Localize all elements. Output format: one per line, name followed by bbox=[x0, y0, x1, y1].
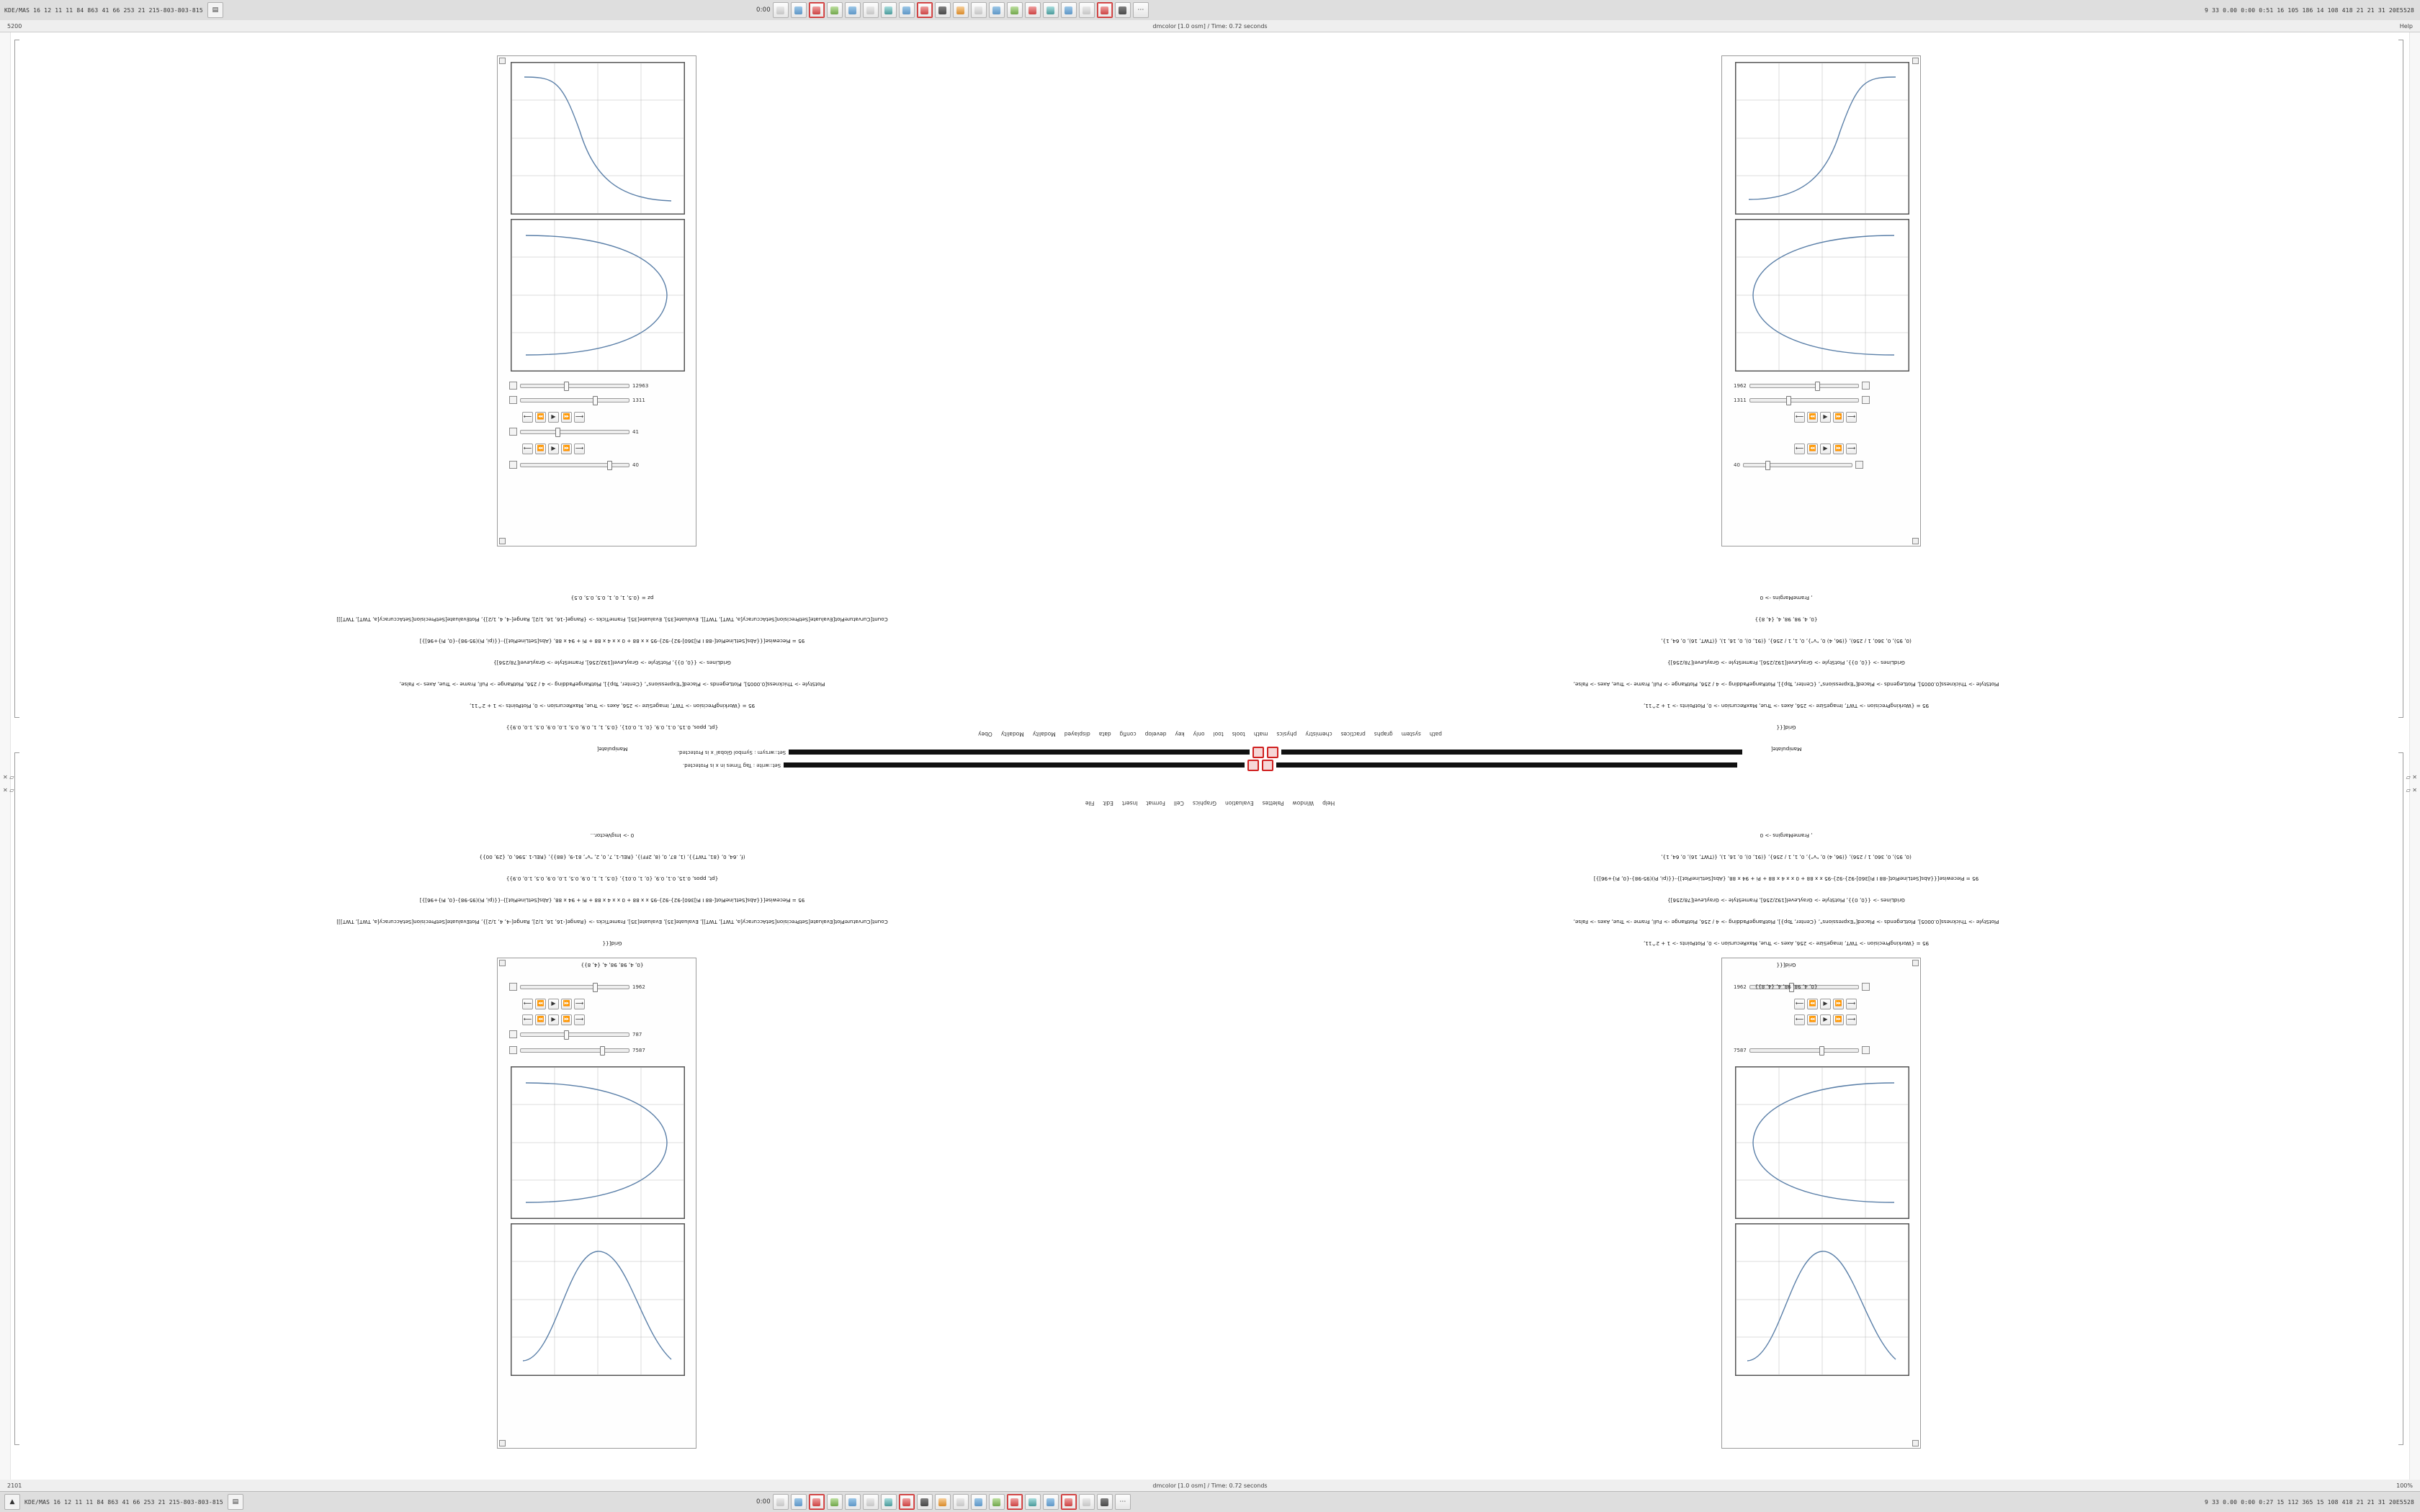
bottom-taskbar-right bbox=[2205, 1499, 2414, 1506]
launcher-icon-5[interactable] bbox=[845, 2, 861, 18]
strip-right-label: Help bbox=[2399, 22, 2413, 30]
play-icon-b2[interactable]: ▶ bbox=[548, 1014, 559, 1025]
slider-b1[interactable] bbox=[520, 985, 629, 989]
menu-item-s12[interactable]: develop bbox=[1144, 731, 1167, 737]
gutter-marker-2[interactable]: ✕ ▱ bbox=[3, 787, 14, 793]
rewind-icon-br2[interactable]: ⏪ bbox=[1807, 1014, 1818, 1025]
menu-item-s6[interactable]: physics bbox=[1276, 731, 1297, 737]
menu-item-s2[interactable]: system bbox=[1401, 731, 1421, 737]
b-launcher-icon-1[interactable] bbox=[773, 1494, 789, 1510]
panel-resize-grip-2[interactable] bbox=[1912, 58, 1919, 64]
code-block-upper-left[interactable] bbox=[115, 580, 1109, 767]
b-launcher-icon-2[interactable] bbox=[791, 1494, 807, 1510]
fast-forward-icon-r[interactable]: ⏩ bbox=[1833, 412, 1844, 423]
slider-row-2-r[interactable] bbox=[1734, 396, 1870, 404]
slider-4-handle-icon-r[interactable] bbox=[1855, 461, 1863, 469]
system-tray-readout: 9 33 0.00 0:00 0:51 16 105 186 14 108 418 21 21 31 20E5528 bbox=[2205, 6, 2414, 14]
b-launcher-icon-3[interactable] bbox=[809, 1494, 825, 1510]
play-icon-br1[interactable]: ▶ bbox=[1820, 999, 1831, 1009]
fast-forward-icon[interactable]: ⏩ bbox=[561, 412, 572, 423]
fast-forward-icon-br1[interactable]: ⏩ bbox=[1833, 999, 1844, 1009]
fast-forward-icon-br2[interactable]: ⏩ bbox=[1833, 1014, 1844, 1025]
launcher-icon-19[interactable] bbox=[1097, 2, 1113, 18]
menu-item-cell[interactable]: Cell bbox=[1173, 800, 1184, 806]
slider-row-b1[interactable] bbox=[509, 983, 645, 991]
slider-3-handle-icon[interactable] bbox=[509, 428, 517, 436]
code-r-line-2: Grid[{{ bbox=[1776, 724, 1796, 731]
b-launcher-icon-15[interactable] bbox=[1025, 1494, 1041, 1510]
b-launcher-icon-10[interactable] bbox=[935, 1494, 951, 1510]
top-taskbar[interactable] bbox=[0, 0, 2420, 21]
top-taskbar-right bbox=[2205, 7, 2414, 14]
error-1-obscured-bar-2 bbox=[789, 750, 1250, 755]
code-block-lower-right[interactable] bbox=[1289, 817, 2283, 1004]
slider-b4[interactable] bbox=[520, 1048, 629, 1053]
slider-b1-value: 1962 bbox=[632, 984, 645, 990]
code-l2-line-7: 0 -> ImgVector... bbox=[590, 832, 635, 839]
rewind-icon-br1[interactable]: ⏪ bbox=[1807, 999, 1818, 1009]
notebook-canvas[interactable] bbox=[0, 32, 2420, 1480]
plot-dome-bottom bbox=[511, 219, 685, 372]
bottom-taskbar-left bbox=[0, 1494, 243, 1510]
slider-b3[interactable] bbox=[520, 1032, 629, 1037]
menu-item-s18[interactable]: Obey bbox=[978, 731, 992, 737]
slider-1[interactable] bbox=[520, 384, 629, 388]
slider-4-value-r: 40 bbox=[1734, 462, 1740, 468]
status-title: dmcolor [1.0 osm] / Time: 0.72 seconds bbox=[1152, 1482, 1268, 1489]
menu-item-s17[interactable]: Modality bbox=[1000, 731, 1024, 737]
launcher-icon-13[interactable] bbox=[989, 2, 1005, 18]
b-launcher-icon-12[interactable] bbox=[971, 1494, 987, 1510]
error-2-text: Set::write : Tag Times in x is Protected. bbox=[682, 762, 781, 768]
launcher-icon-3[interactable] bbox=[809, 2, 825, 18]
menu-item-s13[interactable]: config bbox=[1119, 731, 1137, 737]
plot-dome-b bbox=[511, 1066, 685, 1219]
menu-item-help[interactable]: Help bbox=[1322, 800, 1335, 806]
slider-row-1-r[interactable] bbox=[1734, 382, 1870, 390]
b-launcher-overflow-icon[interactable]: ⋯ bbox=[1115, 1494, 1131, 1510]
error-1-badge-b[interactable] bbox=[1252, 747, 1264, 758]
error-1-text: Set::wrsym : Symbol Global`x is Protected. bbox=[677, 750, 786, 755]
cell-bracket-bottom-right[interactable] bbox=[2398, 752, 2403, 1445]
launcher-icon-16[interactable] bbox=[1043, 2, 1059, 18]
menu-item-s16[interactable]: Modality bbox=[1032, 731, 1056, 737]
panel-resize-grip-3b[interactable] bbox=[499, 1440, 506, 1446]
slider-2-value: 1311 bbox=[632, 397, 645, 403]
b-launcher-icon-18[interactable] bbox=[1079, 1494, 1095, 1510]
step-forward-icon-br2[interactable]: ⟶ bbox=[1846, 1014, 1857, 1025]
panel-resize-grip-2b[interactable] bbox=[1912, 538, 1919, 544]
code-r2-line-5: GridLines -> {{0, 0}}, PlotStyle -> GrayLevel[192/256], FrameStyle -> GrayLevel[78/256]} bbox=[1667, 897, 1905, 904]
b-launcher-icon-9[interactable] bbox=[917, 1494, 933, 1510]
slider-b4-handle-icon[interactable] bbox=[509, 1046, 517, 1054]
step-back-icon-b1[interactable]: ⟵ bbox=[522, 999, 533, 1009]
menu-item-file[interactable]: File bbox=[1085, 800, 1095, 806]
slider-row-br4[interactable] bbox=[1734, 1046, 1870, 1054]
plot-dome-bottom-2 bbox=[1735, 219, 1909, 372]
manipulate-panel-bottom-right[interactable] bbox=[1721, 958, 1921, 1449]
menu-item-palettes[interactable]: Palettes bbox=[1262, 800, 1284, 806]
launcher-icon-17[interactable] bbox=[1061, 2, 1077, 18]
code-r2-line-7: (0, 95), 0, 360, 1 / 256), {(96, 4) 0, "v"}, 0, 1, 1 / 256}, {(91, 0), 0, 16, 1), {(TWT, 16), 0, 64, 1}, bbox=[1661, 854, 1912, 860]
play-icon-2[interactable]: ▶ bbox=[548, 444, 559, 454]
launcher-icon-20[interactable] bbox=[1115, 2, 1131, 18]
clock-label: 0:00 bbox=[756, 6, 771, 14]
launcher-icon-2[interactable] bbox=[791, 2, 807, 18]
plot-bell-b bbox=[511, 1223, 685, 1376]
play-icon-br2[interactable]: ▶ bbox=[1820, 1014, 1831, 1025]
step-back-icon-b2[interactable]: ⟵ bbox=[522, 1014, 533, 1025]
gutter-marker-3[interactable]: ▱ ✕ bbox=[2406, 774, 2417, 780]
code-line-7: Count[CurvaturePlot[Evaluate[SetPrecision[SetAccuracy[a, TWT], TWT]], Evaluate[35], Evaluate[35], FrameTicks -> {Range[-16, 16, 1/2], Range[-4, 4, 1/2]}, PlotEvaluate[SetPrecision[SetAccuracy[a, TWT], TWT]]] bbox=[336, 616, 888, 623]
play-icon[interactable]: ▶ bbox=[548, 412, 559, 423]
menu-item-s15[interactable]: displayed bbox=[1064, 731, 1090, 737]
bottom-taskbar[interactable] bbox=[0, 1491, 2420, 1512]
menu-item-s1[interactable]: path bbox=[1429, 731, 1442, 737]
slider-br4-handle-icon[interactable] bbox=[1862, 1046, 1870, 1054]
b-launcher-icon-8[interactable] bbox=[899, 1494, 915, 1510]
slider-row-4-r[interactable] bbox=[1734, 461, 1863, 469]
window-title: dmcolor [1.0 osm] / Time: 0.72 seconds bbox=[1152, 22, 1268, 30]
notebook-menubar[interactable] bbox=[0, 800, 2420, 806]
gutter-marker-4[interactable]: ▱ ✕ bbox=[2406, 787, 2417, 793]
launcher-icon-18[interactable] bbox=[1079, 2, 1095, 18]
code-l2-line-1: {0, 4, 98, 98, 4, {4, 8}} bbox=[581, 962, 644, 968]
slider-row-4[interactable] bbox=[509, 461, 639, 469]
step-back-icon-r2[interactable]: ⟵ bbox=[1794, 444, 1805, 454]
slider-1-value: 12963 bbox=[632, 382, 649, 389]
launcher-icon-15[interactable] bbox=[1025, 2, 1041, 18]
play-icon-r2[interactable]: ▶ bbox=[1820, 444, 1831, 454]
cell-bracket-top-right[interactable] bbox=[2398, 40, 2403, 718]
launcher-icon-10[interactable] bbox=[935, 2, 951, 18]
launcher-icon-6[interactable] bbox=[863, 2, 879, 18]
code-line-5: GridLines -> {{0, 0}}, PlotStyle -> GrayLevel[192/256], FrameStyle -> GrayLevel[78/256]} bbox=[493, 660, 731, 666]
code-r-line-5: GridLines -> {{0, 0}}, PlotStyle -> GrayLevel[192/256], FrameStyle -> GrayLevel[78/256]} bbox=[1667, 660, 1905, 666]
code-r2-line-8: , FrameMargins -> 0 bbox=[1760, 832, 1813, 839]
slider-3[interactable] bbox=[520, 430, 629, 434]
menu-item-window[interactable]: Window bbox=[1292, 800, 1314, 806]
bottom-clock-label: 0:00 bbox=[756, 1498, 771, 1506]
code-l2-line-4: 95 = Piecewise[{{Abs[SetLinePlot[-88 I Pi]360]-92}-92}-95 x x 88 + 0 x x 4 x 88 + Pi + 94 x 88, {Abs[SetLinePlot]}-{{(pi, Pi)(95-98}-{0, Pi}+96]}] bbox=[419, 897, 805, 904]
cell-bracket-top-left[interactable] bbox=[14, 40, 19, 718]
menu-item-insert[interactable]: Insert bbox=[1121, 800, 1138, 806]
bottom-system-readout: KDE/MAS 16 12 11 11 84 863 41 66 253 21 215-803-803-815 bbox=[24, 1498, 223, 1506]
step-forward-icon-br1[interactable]: ⟶ bbox=[1846, 999, 1857, 1009]
b-launcher-icon-16[interactable] bbox=[1043, 1494, 1059, 1510]
bottom-tray-readout: 9 33 0.00 0:00 0:27 15 112 365 15 108 418 21 21 31 20E5528 bbox=[2205, 1498, 2414, 1506]
code-r2-line-3: 95 = {WorkingPrecision -> TWT, ImageSize -> 256, Axes -> True, MaxRecursion -> 0, PlotPoints -> 1 + 2^11, bbox=[1643, 940, 1930, 947]
error-message-2[interactable] bbox=[0, 760, 2420, 771]
code-block-lower-left[interactable] bbox=[115, 817, 1109, 983]
step-forward-icon-2[interactable]: ⟶ bbox=[574, 444, 585, 454]
slider-b4-value: 7587 bbox=[632, 1047, 645, 1053]
slider-row-2[interactable] bbox=[509, 396, 645, 404]
play-icon-r[interactable]: ▶ bbox=[1820, 412, 1831, 423]
fast-forward-icon-r2[interactable]: ⏩ bbox=[1833, 444, 1844, 454]
animator-controls-1[interactable] bbox=[522, 412, 585, 423]
menu-item-graphics[interactable]: Graphics bbox=[1192, 800, 1217, 806]
slider-4[interactable] bbox=[520, 463, 629, 467]
cell-bracket-bottom-left[interactable] bbox=[14, 752, 19, 1445]
manipulate-panel-top-left[interactable] bbox=[497, 55, 696, 546]
b-launcher-icon-13[interactable] bbox=[989, 1494, 1005, 1510]
top-taskbar-left bbox=[0, 2, 223, 18]
code-l2-line-6: (f, .64, 0, {81, TWT}}, (1, 87, 0, (8, 2FF)}, {REL-1, 7, 0, 2, "v", 81-9, {88}}, {REL-1 .596, 0, {29, 00}} bbox=[479, 854, 745, 860]
step-forward-icon-b2[interactable]: ⟶ bbox=[574, 1014, 585, 1025]
animator-controls-br2[interactable] bbox=[1794, 1014, 1857, 1025]
plot-dome-br bbox=[1735, 1066, 1909, 1219]
slider-2-value-r: 1311 bbox=[1734, 397, 1747, 403]
fast-forward-icon-b1[interactable]: ⏩ bbox=[561, 999, 572, 1009]
menu-item-s5[interactable]: chemistry bbox=[1305, 731, 1332, 737]
slider-1-r[interactable] bbox=[1749, 384, 1859, 388]
step-back-icon-r[interactable]: ⟵ bbox=[1794, 412, 1805, 423]
code-r2-line-4: PlotStyle -> Thickness[0.0005], PlotLegends -> Placed["Expressions", {Center, Top}], PlotRangePadding -> 4 / 256, PlotRange -> Full, Frame -> True, Axes -> False, bbox=[1573, 919, 1999, 925]
b-launcher-icon-5[interactable] bbox=[845, 1494, 861, 1510]
launcher-overflow-icon[interactable]: ⋯ bbox=[1133, 2, 1149, 18]
system-monitor-readout: KDE/MAS 16 12 11 11 84 863 41 66 253 21 215-803-803-815 bbox=[4, 6, 203, 14]
menu-item-s14[interactable]: data bbox=[1098, 731, 1111, 737]
error-1-badge-a[interactable] bbox=[1267, 747, 1278, 758]
code-line-3: 95 = {WorkingPrecision -> TWT, ImageSize -> 256, Axes -> True, MaxRecursion -> 0, PlotPoints -> 1 + 2^11, bbox=[469, 703, 756, 709]
step-forward-icon-r2[interactable]: ⟶ bbox=[1846, 444, 1857, 454]
slider-1-handle-icon-r[interactable] bbox=[1862, 382, 1870, 390]
top-taskbar-launchers[interactable] bbox=[756, 2, 1149, 18]
slider-row-b4[interactable] bbox=[509, 1046, 645, 1054]
slider-row-b3[interactable] bbox=[509, 1030, 642, 1038]
animator-controls-2[interactable] bbox=[522, 444, 585, 454]
launcher-icon-12[interactable] bbox=[971, 2, 987, 18]
notebook-menubar-mirrored[interactable] bbox=[0, 731, 2420, 737]
fast-forward-icon-b2[interactable]: ⏩ bbox=[561, 1014, 572, 1025]
plot-bell-br bbox=[1735, 1223, 1909, 1376]
slider-br1-value: 1962 bbox=[1734, 984, 1747, 990]
code-line-6: 95 = Piecewise[{{Abs[SetLinePlot[-88 I Pi]360]-92}-92}-95 x x 88 + 0 x x 4 x 88 + Pi + 94 x 88, {Abs[SetLinePlot]}-{{(pi, Pi)(95-98}-{0, Pi}+96]}] bbox=[419, 638, 805, 644]
slider-br4-value: 7587 bbox=[1734, 1047, 1747, 1053]
animator-controls-b2[interactable] bbox=[522, 1014, 585, 1025]
launcher-icon-9[interactable] bbox=[917, 2, 933, 18]
slider-b1-handle-icon[interactable] bbox=[509, 983, 517, 991]
slider-1-value-r: 1962 bbox=[1734, 382, 1747, 389]
slider-1-handle-icon[interactable] bbox=[509, 382, 517, 390]
slider-b3-value: 787 bbox=[632, 1031, 642, 1038]
step-back-icon[interactable]: ⟵ bbox=[522, 412, 533, 423]
slider-4-r[interactable] bbox=[1743, 463, 1852, 467]
rewind-icon-2[interactable]: ⏪ bbox=[535, 444, 546, 454]
show-desktop-icon[interactable]: ▲ bbox=[4, 1494, 20, 1510]
play-icon-b1[interactable]: ▶ bbox=[548, 999, 559, 1009]
strip-left-label: 5200 bbox=[7, 22, 22, 30]
code-l2-line-5: {pt, ppos, 0.15, 0.1, 0.9, {0, 1, 0.01}, {0.5, 1, 1, 0.9, 0.5, 1.0, 0.9, 0.5, 1.0, 0.9}} bbox=[506, 876, 719, 882]
code-l2-line-3: Count[CurvaturePlot[Evaluate[SetPrecision[SetAccuracy[a, TWT], TWT]], Evaluate[35], Evaluate[35], FrameTicks -> {Range[-16, 16, 1/2], Range[-4, 4, 1/2]}, PlotEvaluate[SetPrecision[SetAccuracy[a, TWT], TWT]]] bbox=[336, 919, 888, 925]
rewind-icon-r[interactable]: ⏪ bbox=[1807, 412, 1818, 423]
error-message-1[interactable] bbox=[0, 747, 2420, 758]
animator-controls-2-r[interactable] bbox=[1794, 444, 1857, 454]
bottom-taskbar-launchers[interactable] bbox=[756, 1494, 1131, 1510]
step-back-icon-2[interactable]: ⟵ bbox=[522, 444, 533, 454]
b-launcher-icon-7[interactable] bbox=[881, 1494, 897, 1510]
slider-4-value: 40 bbox=[632, 462, 639, 468]
step-forward-icon[interactable]: ⟶ bbox=[574, 412, 585, 423]
error-1-obscured-bar bbox=[1281, 750, 1742, 755]
code-block-upper-right[interactable] bbox=[1289, 580, 2283, 767]
menu-item-s3[interactable]: graphs bbox=[1373, 731, 1393, 737]
gutter-marker-1[interactable]: ✕ ▱ bbox=[3, 774, 14, 780]
manipulate-panel-top-right[interactable] bbox=[1721, 55, 1921, 546]
error-2-badge-a[interactable] bbox=[1262, 760, 1273, 771]
panel-resize-grip-4b[interactable] bbox=[1912, 1440, 1919, 1446]
slider-3-value: 41 bbox=[632, 428, 639, 435]
code-r-line-4: PlotStyle -> Thickness[0.0005], PlotLegends -> Placed["Expressions", {Center, Top}], PlotRangePadding -> 4 / 256, PlotRange -> Full, Frame -> True, Axes -> False, bbox=[1573, 681, 1999, 688]
menu-item-s7[interactable]: math bbox=[1253, 731, 1268, 737]
slider-2-handle-icon[interactable] bbox=[509, 396, 517, 404]
code-r2-line-6: 95 = Piecewise[{{Abs[SetLinePlot[-88 I Pi]360]-92}-92}-95 x x 88 + 0 x x 4 x 88 + Pi + 94 x 88, {Abs[SetLinePlot]}-{{(pi, Pi)(95-98}-{0, Pi}+96]}] bbox=[1593, 876, 1979, 882]
menu-item-s8[interactable]: tools bbox=[1232, 731, 1245, 737]
launcher-icon-4[interactable] bbox=[827, 2, 843, 18]
code-line-4: PlotStyle -> Thickness[0.0005], PlotLegends -> Placed["Expressions", {Center, Top}], PlotRangePadding -> 4 / 256, PlotRange -> Full, Frame -> True, Axes -> False, bbox=[399, 681, 825, 688]
code-r-line-8: , FrameMargins -> 0 bbox=[1760, 595, 1813, 601]
launcher-icon-14[interactable] bbox=[1007, 2, 1023, 18]
slider-b3-handle-icon[interactable] bbox=[509, 1030, 517, 1038]
b-launcher-icon-14[interactable] bbox=[1007, 1494, 1023, 1510]
launcher-icon-8[interactable] bbox=[899, 2, 915, 18]
bottom-menu-icon[interactable]: ▤ bbox=[228, 1494, 243, 1510]
status-left-label: 2101 bbox=[7, 1482, 22, 1489]
menu-item-s9[interactable]: tool bbox=[1213, 731, 1224, 737]
menu-item-evaluation[interactable]: Evaluation bbox=[1225, 800, 1254, 806]
step-back-icon-br2[interactable]: ⟵ bbox=[1794, 1014, 1805, 1025]
slider-2-handle-icon-r[interactable] bbox=[1862, 396, 1870, 404]
plot-sigmoid-top bbox=[511, 62, 685, 215]
rewind-icon[interactable]: ⏪ bbox=[535, 412, 546, 423]
b-launcher-icon-4[interactable] bbox=[827, 1494, 843, 1510]
animator-controls-b1[interactable] bbox=[522, 999, 585, 1009]
code-line-8: pz = {0.5, 1, 0, 1, 0.5, 0.5, 0.5} bbox=[570, 595, 654, 601]
rewind-icon-r2[interactable]: ⏪ bbox=[1807, 444, 1818, 454]
menu-item-edit[interactable]: Edit bbox=[1103, 800, 1113, 806]
code-r2-line-1: {0, 4, 98, 98, 4, {4, 8}} bbox=[1754, 984, 1818, 990]
panel-resize-grip[interactable] bbox=[499, 58, 506, 64]
manipulate-panel-bottom-left[interactable] bbox=[497, 958, 696, 1449]
animator-controls-1-r[interactable] bbox=[1794, 412, 1857, 423]
slider-row-3[interactable] bbox=[509, 428, 639, 436]
menu-item-s11[interactable]: key bbox=[1175, 731, 1185, 737]
launcher-icon-7[interactable] bbox=[881, 2, 897, 18]
launcher-icon-11[interactable] bbox=[953, 2, 969, 18]
code-line-2: {pt, ppos, 0.15, 0.1, 0.9, {0, 1, 0.01}, {0.5, 1, 1, 0.9, 0.5, 1.0, 0.9, 0.5, 1.0, 0.9}} bbox=[506, 724, 719, 731]
status-right-label: 100% bbox=[2396, 1482, 2413, 1489]
error-2-badge-b[interactable] bbox=[1247, 760, 1259, 771]
code-r2-line-2: Grid[{{ bbox=[1776, 962, 1796, 968]
error-2-obscured-bar bbox=[1276, 763, 1737, 768]
b-launcher-icon-19[interactable] bbox=[1097, 1494, 1113, 1510]
slider-br4[interactable] bbox=[1749, 1048, 1859, 1053]
b-launcher-icon-17[interactable] bbox=[1061, 1494, 1077, 1510]
slider-2[interactable] bbox=[520, 398, 629, 402]
window-title-strip bbox=[0, 20, 2420, 32]
panel-resize-grip-bottom[interactable] bbox=[499, 538, 506, 544]
b-launcher-icon-6[interactable] bbox=[863, 1494, 879, 1510]
step-forward-icon-r[interactable]: ⟶ bbox=[1846, 412, 1857, 423]
b-launcher-icon-11[interactable] bbox=[953, 1494, 969, 1510]
code-r-line-7: {0, 4, 98, 98, 4, {4, 8}} bbox=[1754, 616, 1818, 623]
menu-icon[interactable]: ▤ bbox=[207, 2, 223, 18]
code-r-line-3: 95 = {WorkingPrecision -> TWT, ImageSize -> 256, Axes -> True, MaxRecursion -> 0, PlotPoints -> 1 + 2^11, bbox=[1643, 703, 1930, 709]
rewind-icon-b2[interactable]: ⏪ bbox=[535, 1014, 546, 1025]
menubar-main[interactable] bbox=[0, 800, 2420, 806]
step-forward-icon-b1[interactable]: ⟶ bbox=[574, 999, 585, 1009]
code-l2-line-2: Grid[{{ bbox=[602, 940, 622, 947]
menubar-secondary[interactable] bbox=[0, 731, 2420, 737]
code-line-1: Manipulate[ bbox=[596, 746, 628, 752]
slider-4-handle-icon[interactable] bbox=[509, 461, 517, 469]
menu-item-s4[interactable]: practices bbox=[1340, 731, 1366, 737]
status-strip bbox=[0, 1480, 2420, 1492]
code-r-line-6: (0, 95), 0, 360, 1 / 256), {(96, 4) 0, "v"}, 0, 1, 1 / 256}, {(91, 0), 0, 16, 1), {(TWT, 16), 0, 64, 1}, bbox=[1661, 638, 1912, 644]
slider-row-1[interactable] bbox=[509, 382, 648, 390]
menu-item-format[interactable]: Format bbox=[1146, 800, 1165, 806]
error-2-obscured-bar-2 bbox=[784, 763, 1245, 768]
menu-item-s10[interactable]: only bbox=[1193, 731, 1205, 737]
rewind-icon-b1[interactable]: ⏪ bbox=[535, 999, 546, 1009]
launcher-icon-1[interactable] bbox=[773, 2, 789, 18]
step-back-icon-br1[interactable]: ⟵ bbox=[1794, 999, 1805, 1009]
slider-2-r[interactable] bbox=[1749, 398, 1859, 402]
fast-forward-icon-2[interactable]: ⏩ bbox=[561, 444, 572, 454]
plot-sigmoid-top-2 bbox=[1735, 62, 1909, 215]
code-r-line-1: Manipulate[ bbox=[1770, 746, 1802, 752]
